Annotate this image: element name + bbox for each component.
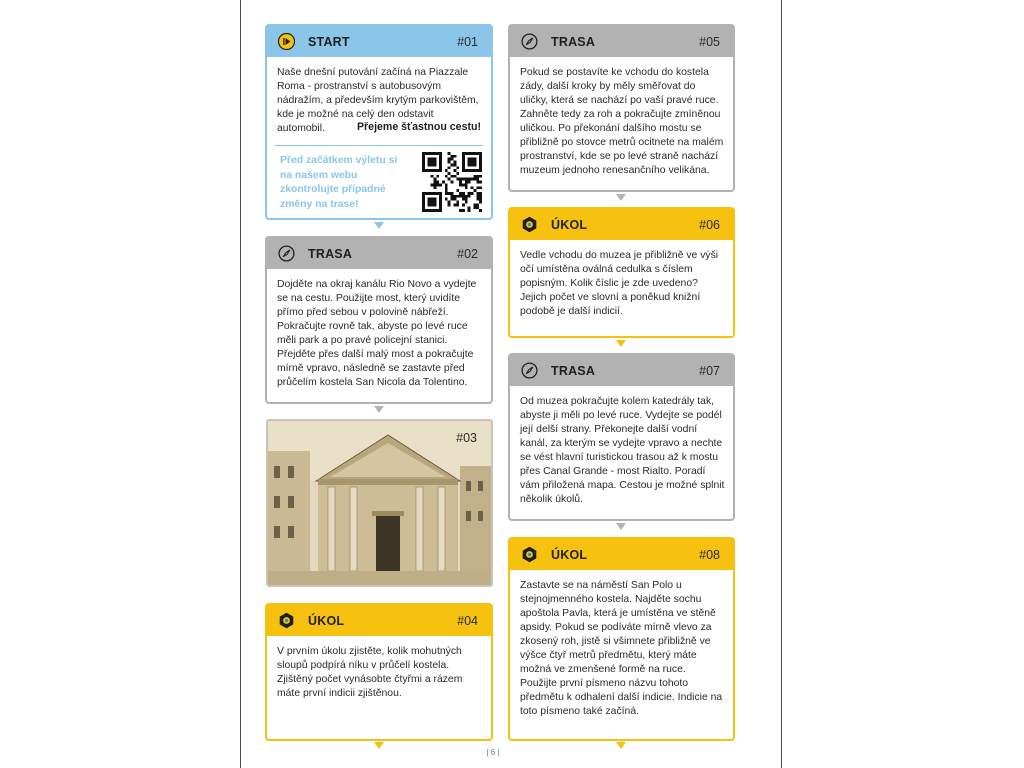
card-number: #01 (457, 34, 478, 49)
divider (275, 145, 483, 146)
card-header (267, 238, 491, 269)
card-task-08 (508, 537, 735, 741)
card-title: ÚKOL (308, 613, 345, 628)
card-number: #02 (457, 246, 478, 261)
wish-text: Přejeme šťastnou cestu! (356, 121, 481, 133)
card-header (510, 26, 733, 57)
flow-arrow (616, 742, 626, 749)
card-text: Naše dnešní putování začíná na Piazzale Roma - prostranství s autobusovým nádražím, a především krytým parkovištěm, kde je možné na celý den odstavit automobil. (277, 67, 479, 134)
flow-arrow (616, 523, 626, 530)
church-photo (266, 419, 493, 587)
card-route-07 (508, 353, 735, 521)
play-badge-icon (278, 33, 295, 50)
card-title: ÚKOL (551, 217, 588, 232)
card-text: Od muzea pokračujte kolem katedrály tak, abyste ji měli po levé ruce. Vydejte se podél její delší strany. Překonejte další vodní kanál, za kterým se vydejte vpravo a nechte se vést hlavní turistickou trasou až k mostu přes Canal Grande - most Rialto. Poradí vám přiložená mapa. Cestou je možné splnit několik úkolů. (520, 396, 725, 505)
card-route-05 (508, 24, 735, 192)
card-title: START (308, 34, 350, 49)
card-number: #04 (457, 613, 478, 628)
compass-icon (521, 362, 538, 379)
compass-icon (521, 33, 538, 50)
qr-code[interactable] (422, 152, 482, 212)
card-number: #06 (699, 217, 720, 232)
card-header (510, 539, 733, 570)
web-note: Před začátkem výletu si na našem webu zkontrolujte případné změny na trase! (280, 155, 398, 210)
card-route-02 (265, 236, 493, 404)
card-header (510, 355, 733, 386)
card-number: #08 (699, 547, 720, 562)
hexagon-task-icon (278, 612, 295, 629)
flow-arrow (374, 742, 384, 749)
card-text: Zastavte se na náměstí San Polo u stejnojmenného kostela. Najděte sochu apoštola Pavla, která je umístěna ve stěně apsidy. Pokud se podíváte mírně vlevo za zkosený roh, jistě si všimnete přibližně ve výšce čtyř metrů předmětu, který máte možná ve zmenšené formě na ruce. Použijte první písmeno názvu tohoto předmětu k odhalení další indicie. Indicie na toto písmeno také začíná. (520, 580, 723, 717)
flow-arrow (374, 406, 384, 413)
flow-arrow (616, 194, 626, 201)
card-title: TRASA (551, 363, 596, 378)
card-text: Vedle vchodu do muzea je přibližně ve výši očí umístěna oválná cedulka s číslem popisným. Kolik číslic je zde uvedeno? Jejich počet ve slovní a poněkud knižní podobě je další indicií. (520, 250, 719, 317)
card-header (267, 26, 491, 57)
church-illustration (268, 421, 493, 587)
card-header (267, 605, 491, 636)
card-number: #07 (699, 363, 720, 378)
card-title: TRASA (551, 34, 596, 49)
flow-arrow (374, 222, 384, 229)
card-text: Pokud se postavíte ke vchodu do kostela zády, další kroky by měly směřovat do uličky, která se nachází po vaší pravé ruce. Zahněte tedy za roh a pokračujte zmíněnou uličkou. Po překonání dalšího mostu se přibližně po stovce metrů ocitnete na malém prostranství, kde se po levé straně nachází muzeum jednoho renesančního velikána. (520, 67, 724, 176)
card-number: #03 (456, 431, 477, 445)
flow-arrow (616, 340, 626, 347)
card-title: TRASA (308, 246, 353, 261)
page-number: | 6 | (486, 748, 500, 757)
card-header (510, 209, 733, 240)
card-task-06 (508, 207, 735, 338)
card-text: V prvním úkolu zjistěte, kolik mohutných sloupů podpírá níku v průčelí kostela. Zjištěný počet vynásobte čtyřmi a rázem máte první indicii zjištěnou. (277, 646, 463, 699)
card-number: #05 (699, 34, 720, 49)
hexagon-task-icon (521, 546, 538, 563)
card-start (265, 24, 493, 220)
card-task-04 (265, 603, 493, 741)
compass-icon (278, 245, 295, 262)
hexagon-task-icon (521, 216, 538, 233)
card-text: Dojděte na okraj kanálu Rio Novo a vydejte se na cestu. Použijte most, který uvidíte přímo před sebou v polovině nábřeží. Pokračujte rovně tak, abyste po levé ruce měli park a po pravé policejní stanici. Přejděte přes další malý most a pokračujte mírně vpravo, následně se zastavte před průčelím kostela San Nicola da Tolentino. (277, 279, 477, 388)
card-title: ÚKOL (551, 547, 588, 562)
